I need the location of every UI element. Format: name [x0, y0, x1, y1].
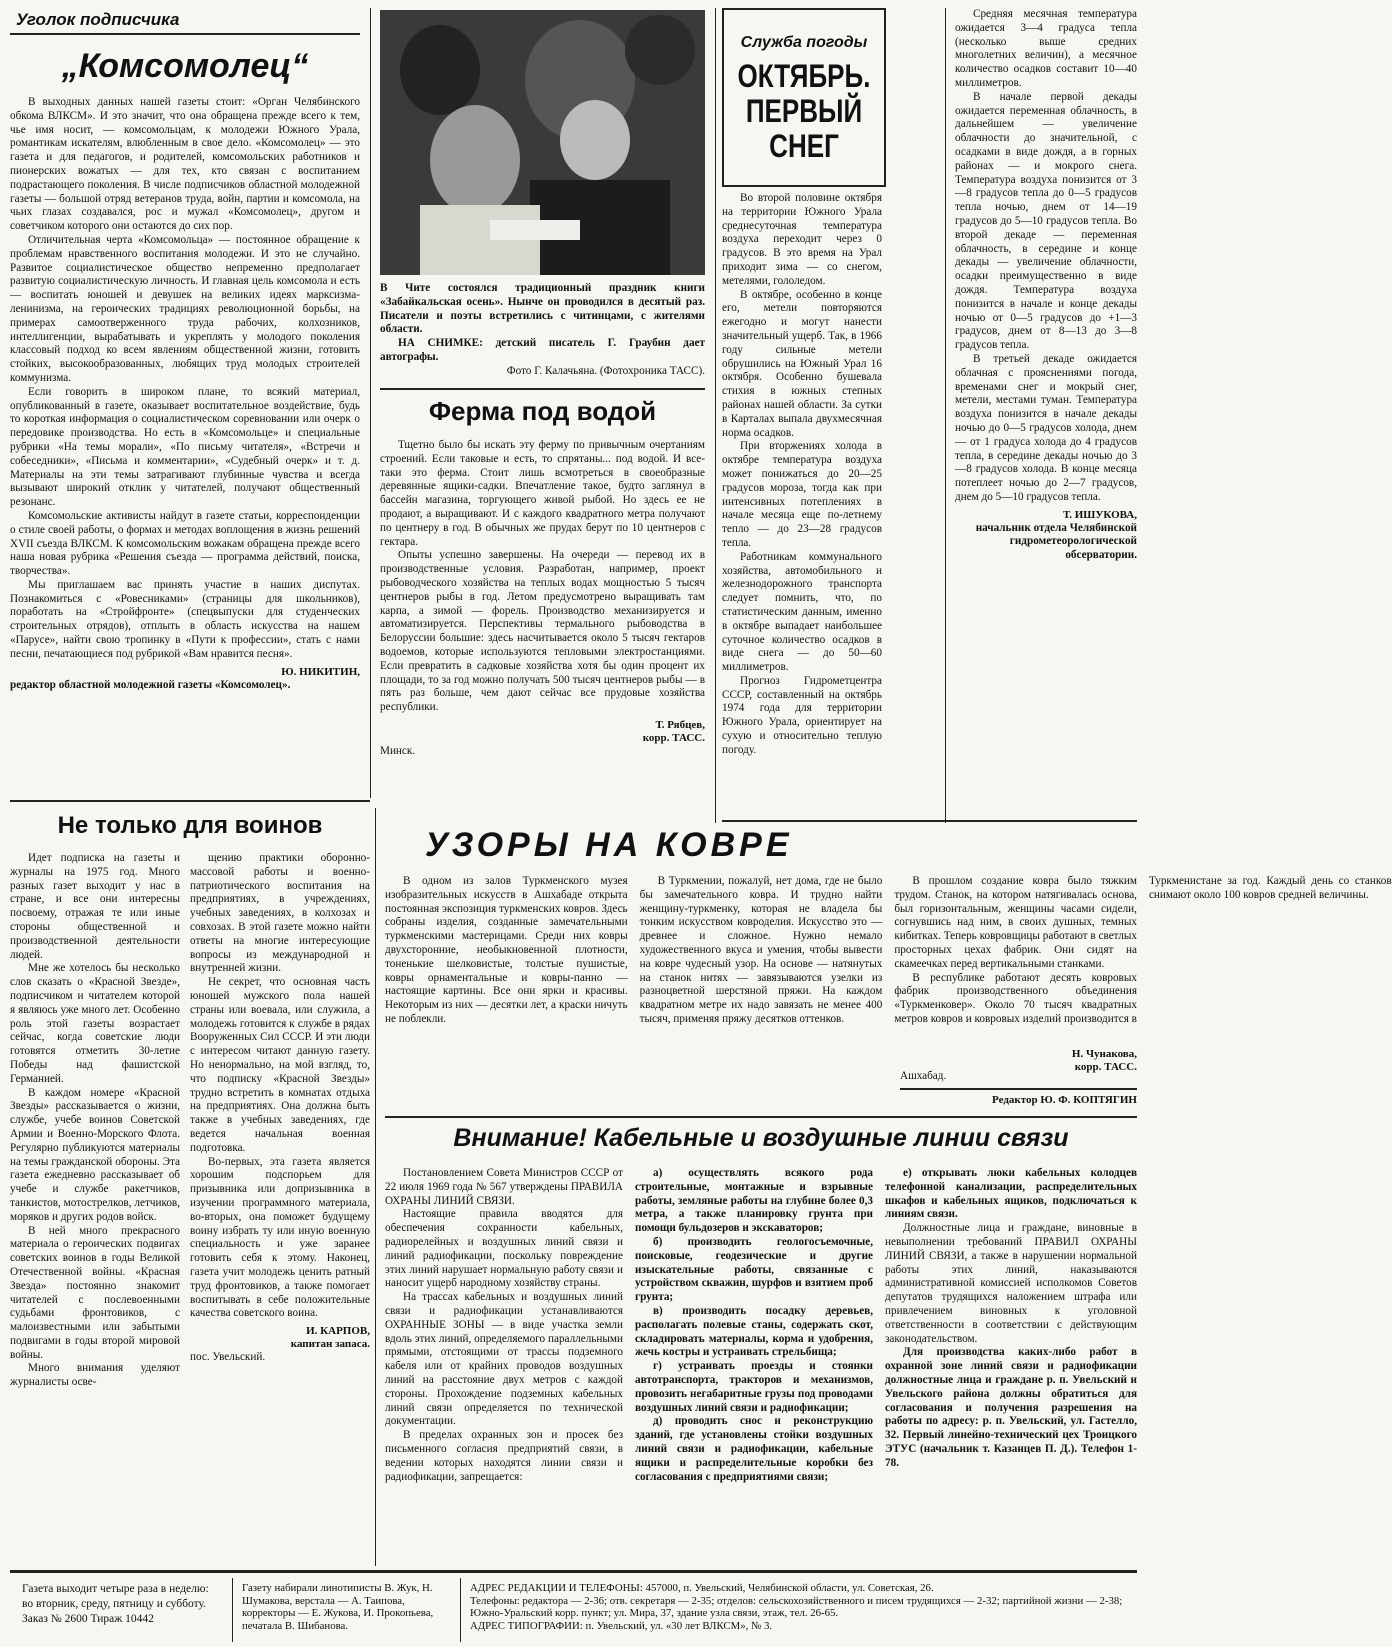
paragraph: В республике работают десять ковровых фабрик производственного объединения «Туркменковер». Около 70 тысяч квадратных метров ковров и ковровых изделий производится в Туркменистане за год. Каждый день со станков снимают около 100 ковров средней величины. — [894, 875, 1392, 1025]
section-kicker: Уголок подписчика — [10, 8, 360, 35]
section-rule — [900, 1088, 1137, 1090]
paragraph: Работникам коммунального хозяйства, автомобильного и железнодорожного транспорта следует помнить, что, по статистическим данным, именно в октябре выпадает наибольшее суточное количество осадков в виде снега — до 50—60 миллиметров. — [722, 550, 882, 674]
phones-text: Телефоны: редактора — 2-36; отв. секретаря — 2-35; отделов: сельскохозяйственного и писем трудящихся — 2-32; партийной жизни — 2-38; Южно-Уральский корр. пункт; ул. Мира, 37, здание узла связи, этаж, тел. 26-65. — [470, 1594, 1123, 1620]
article-body — [10, 96, 360, 662]
news-photo — [380, 10, 705, 275]
paragraph: В каждом номере «Красной Звезды» рассказывается о жизни, службе, учебе воинов Советской Армии и Военно-Морского Флота. Регулярно публикуются материалы на темы гражданской обороны. Эта газета ежедневно рассказывает об учебе и службе ракетчиков, танкистов, мотострелков, летчиков, моряков и других родов войск. — [10, 1086, 180, 1223]
paragraph: В ней много прекрасного материала о героических подвигах советских воинов в годы Великой Отечественной войны. «Красная Звезда» постоянно знакомит читателей с послевоенными судьбами фронтовиков, с малоизвестными или забытыми подвигами в годы второй мировой войны. — [10, 1224, 180, 1361]
weather-column-1 — [722, 192, 882, 812]
author-role: корр. ТАСС. — [1074, 1061, 1137, 1073]
author-name: Ю. НИКИТИН, — [281, 665, 360, 678]
paragraph: Настоящие правила вводятся для обеспечения сохранности кабельных, радиорелейных и воздушных линий связи и линий радиофикации, поскольку повреждение этих линий нарушает нормальную работу связи и наносит ущерб народному хозяйству страны. — [385, 1208, 623, 1290]
notice-column — [885, 1167, 1137, 1484]
footer-staff — [242, 1582, 452, 1644]
article-columns — [10, 852, 370, 1390]
section-rule — [380, 388, 705, 390]
paragraph: Не секрет, что основная часть юношей мужского пола нашей страны или воевала, или служила, а молодежь готовится к службе в рядах Вооруженных Сил СССР. И эти люди с интересом читают данную газету. Но ненормально, на мой взгляд, то, что подписку «Красной Звезды» трудно встретить в комнатах отдыха на предприятиях. Она должна быть также в учебных заведениях, где ведется начальная военная подготовка. — [190, 976, 370, 1154]
paragraph: Для производства каких-либо работ в охранной зоне линий связи и радиофикации должностные лица и граждане р. п. Увельский и Увельского района должны обратиться для согласования и получения разрешения на работы по адресу: р. п. Увельский, ул. Гастелло, 32. Первый линейно-технический цех Троицкого ЭТУС (начальник т. Казанцев П. Д.). Телефон 1-78. — [885, 1346, 1137, 1469]
column-rule — [370, 8, 371, 798]
staff-text: Газету набирали линотиписты В. Жук, Н. Шумакова, верстала — А. Таипова, корректоры — Е. Жукова, И. Прокопьева, печатала В. Шибанова. — [242, 1582, 434, 1632]
spacer — [890, 8, 938, 9]
section-rule — [385, 1116, 1137, 1118]
rule-item: е) открывать люки кабельных колодцев телефонной канализации, распределительных шкафов и кабельных ящиков, подключаться к линиям связи. — [885, 1167, 1137, 1221]
footer-address — [470, 1582, 1137, 1644]
print-address-text: АДРЕС ТИПОГРАФИИ: п. Увельский, ул. «30 лет ВЛКСМ», № 3. — [470, 1619, 773, 1632]
section-kicker: Служба погоды — [740, 34, 868, 51]
paragraph: В начале первой декады ожидается переменная облачность, в дальнейшем — увеличение облачности до значительной, с осадками в виде дождя, а в горных районах — и мокрого снега. Температура воздуха понизится от 3—8 градусов тепла до 0—5 градусов тепла ночью, днем от 14—19 градусов до 5—10 градусов тепла. Во второй декаде — переменная облачность, в середине и конце декады — увеличение облачности, осадки преимущественно в виде дождя. Температура воздуха понизится в начале и конце декады ночью от 0—5 градусов до +1—3 градусов, днем от 8—13 до 3—8 градусов тепла. — [955, 90, 1137, 352]
photo-image — [380, 10, 705, 275]
paragraph: Средняя месячная температура ожидается 3—4 градуса тепла (несколько выше средних многолетних величин), а месячное количество осадков составит 10—40 миллиметров. — [955, 8, 1137, 89]
column-text — [885, 1167, 1137, 1222]
article-body — [955, 8, 1137, 505]
footer-rule — [10, 1570, 1137, 1573]
caption-on-photo: НА СНИМКЕ: детский писатель Г. Граубин дает автографы. — [380, 337, 705, 363]
rule-item: д) проводить снос и реконструкцию зданий, где установлены стойки воздушных линий связи и радиофикации, кабельные ящики и распределительные коробки без согласования с предприятиями связи; — [635, 1415, 873, 1483]
paragraph: Во второй половине октября на территории Южного Урала среднесуточная температура воздуха переходит через 0 градусов. В это время на Урал приходит зима — со снегом, метелями, гололедом. — [722, 192, 882, 287]
paragraph: В пределах охранных зон и просек без письменного согласия предприятий связи, в ведении которых находятся линии связи и радиофикации, запрещается: — [385, 1429, 623, 1483]
weather-title — [724, 58, 884, 163]
article-title: Ферма под водой — [428, 396, 657, 426]
notice-column — [635, 1167, 873, 1484]
article-title: Не только для воинов — [57, 812, 323, 839]
order-text: Заказ № 2600 Тираж 10442 — [22, 1613, 154, 1625]
author-name: Т. Рябцев, — [655, 718, 705, 731]
article-body — [380, 439, 705, 715]
paragraph: В прошлом создание ковра было тяжким трудом. Станок, на котором натягивалась основа, был горизонтальным, женщины часами сидели, согнувшись над ним, в своих душных, темных кибитках. Теперь ковровщицы работают в светлых просторных цехах фабрик. Они сидят на скамеечках перед вертикальными станками. — [894, 875, 1137, 970]
paragraph: В выходных данных нашей газеты стоит: «Орган Челябинского обкома ВЛКСМ». И это значит, что она обращена прежде всего к тем, чье имя носит, — комсомольцам, к молодежи Южного Урала, романтикам искателям, влюбленным в свое дело. «Комсомолец» — это газета и для педагогов, и родителей, комсомольских работников и пионерских вожатых — для тех, кто связан с воспитанием подрастающего поколения. В числе подписчиков областной молодежной газеты — большой отряд ветеранов труда, войн, партии и комсомола, на чьих глазах создавался, рос и мужал «Комсомолец», другом и советчиком которого они остаются до сих пор. — [10, 96, 360, 233]
article-column — [10, 852, 180, 1390]
paragraph: В Туркмении, пожалуй, нет дома, где не было бы замечательного ковра. И трудно найти женщину-туркменку, которая не владела бы тонким искусством ковроделия. Искусство это — древнее и сложное. Нужно немало художественного вкуса и умения, чтобы вывести на ковре чудесный узор. На основе — натянутых на станок нитях — завязываются узелки из разноцветной шерстяной пряжи. На каждом квадратном метре их надо завязать не менее 400 тысяч, применяя пряжу десятков оттенков. — [639, 875, 883, 1025]
address-text: АДРЕС РЕДАКЦИИ И ТЕЛЕФОНЫ: 457000, п. Увельский, Челябинской области, ул. Советская, 26. — [470, 1582, 934, 1594]
paragraph: Если говорить в широком плане, то всякий материал, опубликованный в газете, оказывает воспитательное воздействие, будь то короткая информация о социалистическом соревновании или очерк о передовике производства. Но есть в «Комсомольце» и специальные рубрики «На темы морали», «По письму читателя», «Встречи и собеседники», «Письма и комментарии», «Судебный очерк» и т. д. Материалы на эти темы затрагивают глубинные чувства и всегда вызывают широкий отклик у читателей, получают общественный резонанс. — [10, 385, 360, 509]
rule-item: в) производить посадку деревьев, располагать полевые станы, содержать скот, складировать материалы, корма и удобрения, жечь костры и устраивать стрельбища; — [635, 1304, 873, 1359]
column-text — [885, 1222, 1137, 1470]
dateline: Ашхабад. — [900, 1070, 947, 1082]
author-name: И. КАРПОВ, — [306, 1325, 370, 1338]
rule-item: г) устраивать проезды и стоянки автотранспорта, тракторов и механизмов, провозить негабаритные грузы под проводами воздушных линий связи и радиофикации; — [635, 1360, 873, 1414]
article-title: УЗОРЫ НА КОВРЕ — [425, 826, 793, 864]
schedule-text: Газета выходит четыре раза в неделю: во вторник, среду, пятницу и субботу. — [22, 1583, 209, 1610]
paragraph: Должностные лица и граждане, виновные в невыполнении требований ПРАВИЛ ОХРАНЫ ЛИНИЙ СВЯЗИ, а также в нарушении нормальной работы этих линий, наказываются административной комиссией исполкомов Советов депутатов трудящихся наложением штрафа или привлечением виновных к уголовной ответственности в соответствии с действующим законодательством. — [885, 1222, 1137, 1345]
weather-header-box — [722, 8, 886, 187]
article-title: „Комсомолец“ — [61, 47, 309, 85]
warriors-article — [10, 808, 370, 1568]
author-role: начальник отдела Челябинской гидрометеорологической обсерватории. — [975, 521, 1137, 562]
paragraph: Постановлением Совета Министров СССР от 22 июля 1969 года № 567 утверждены ПРАВИЛА ОХРАНЫ ЛИНИЙ СВЯЗИ. — [385, 1167, 623, 1207]
cables-notice — [385, 1124, 1137, 1564]
rule-item: а) осуществлять всякого рода строительные, монтажные и взрывные работы, земляные работы на глубине более 0,3 метра, а также планировку грунта при помощи бульдозеров и экскаваторов; — [635, 1167, 873, 1235]
title-line: ОКТЯБРЬ. — [737, 56, 871, 95]
footer-divider — [460, 1578, 461, 1642]
author-name: Т. ИШУКОВА, — [1062, 508, 1137, 521]
paragraph: Много внимания уделяют журналисты осве- — [10, 1362, 180, 1389]
paragraph: Прогноз Гидрометцентра СССР, составленный на октябрь 1974 года для территории Южного Урала, ориентирует на сухую и относительно теплую погоду. — [722, 674, 882, 756]
dateline: пос. Увельский. — [190, 1351, 266, 1364]
paragraph: Идет подписка на газеты и журналы на 1975 год. Много разных газет выходит у нас в стране, и все они интересны посвоему, отражая те или иные стороны общественной и производственной деятельности людей. — [10, 852, 180, 961]
article-body — [385, 875, 1392, 1050]
paragraph: В одном из залов Туркменского музея изобразительных искусств в Ашхабаде открыта постоянная экспозиция туркменских ковров. Здесь собраны изделия, созданные замечательными туркменскими мастерицами. Среди них ковры двухсторонние, необыкновенной плотности, тоненькие шелковистые, толстые пушистые, ковры орнаментальные и ковры-панно — настоящие картины. Все они ярки и красивы. Некоторым из них — десятки лет, а краски ничуть не поблекли. — [385, 875, 628, 1025]
photo-credit: Фото Г. Калачьяна. (Фотохроника ТАСС). — [506, 364, 705, 377]
paragraph: Опыты успешно завершены. На очереди — перевод их в производственные условия. Разработан, например, проект рыбоводческого хозяйства на теплых водах мощностью 5 тысяч центнеров рыбы в год. Летом предусмотрено выращивать там карпа, а зимой — форель. Производство механизируется и автоматизируется. Перспективы термального рыбоводства в Белоруссии большие: здесь насчитывается около 5 тысяч гектаров водоемов, которые используются тепловыми электростанциями. Если превратить в садковые хозяйства хотя бы один процент их площади, то за год можно получать 500 тысяч центнеров рыбы — в пять раз больше, чем дают сейчас все прудовые хозяйства республики. — [380, 549, 705, 714]
notice-column — [385, 1167, 623, 1484]
paragraph: Комсомольские активисты найдут в газете статьи, корреспонденции о стиле своей работы, о формах и методах воплощения в жизнь решений XVII съезда ВЛКСМ. К комсомольским вожакам обращена прежде всего наша новая рубрика «Решения съезда — программа действий, поиска, творчества». — [10, 509, 360, 578]
paragraph: На трассах кабельных и воздушных линий связи и радиофикации устанавливаются ОХРАННЫЕ ЗОНЫ — в виде участка земли вдоль этих линий, определяемого параллельными прямыми, отстоящими от трассы подземного кабеля или от крайних проводов воздушных линий на расстояние двух метров с каждой стороны. Прохождение подземных кабельных линий связи определяется по технической документации. — [385, 1291, 623, 1428]
editor-line — [900, 1094, 1137, 1112]
article-column — [190, 852, 370, 1390]
notice-columns — [385, 1167, 1137, 1484]
section-rule — [722, 820, 1137, 822]
paragraph: Мы приглашаем вас принять участие в наших диспутах. Познакомиться с «Ровесниками» (страницы для школьников), поработать на «Стройфронте» (спецвыпуски для студенческих строительных отрядов), отплыть в область искусства на нашем «Парусе», найти свою тропинку в «Пути к профессии», стать с нами песни, печатающиеся под рубрикой «Вам нравится песня». — [10, 578, 360, 660]
column-rule — [715, 8, 716, 823]
title-line: ПЕРВЫЙ — [745, 91, 863, 130]
section-rule — [10, 800, 370, 802]
subscriber-corner-article — [10, 8, 360, 798]
column-text — [190, 852, 370, 1321]
footer-schedule — [22, 1582, 222, 1640]
author-role: редактор областной молодежной газеты «Комсомолец». — [10, 678, 291, 691]
notice-title: Внимание! Кабельные и воздушные линии связи — [453, 1124, 1069, 1152]
rule-item: б) производить геологосъемочные, поисковые, геодезические и другие изыскательные работы, связанные с устройством скважин, шурфов и взятием проб грунта; — [635, 1235, 873, 1304]
carpets-dateline — [900, 1070, 980, 1086]
photo-caption — [380, 282, 705, 382]
paragraph: При вторжениях холода в октябре температура воздуха может понижаться до 20—25 градусов мороза, тогда как при интенсивных потеплениях в начале месяца еще по-летнему тепло — до 23—28 градусов тепла. — [722, 440, 882, 549]
paragraph: Во-первых, эта газета является хорошим подспорьем для призывника или допризывника в изучении программного материала, во-вторых, она поможет будущему воину избрать ту или иную военную специальность и уже заранее готовить себя к этому. Наконец, газета учит молодежь ценить ратный труд фронтовиков, а также помогает воспитывать в себе положительные качества советского воина. — [190, 1155, 370, 1320]
weather-column-2 — [955, 8, 1137, 813]
paragraph: Отличительная черта «Комсомольца» — постоянное обращение к проблемам нравственного воспитания молодежи. И это не случайно. Развитое социалистическое общество непременно предполагает развитую социалистическую личность. И главная цель комсомола и есть — воспитать юношей и девушек на великих идеях марксизма-ленинизма, на героических традициях революционной борьбы, на примерах самоотверженного труда рабочих, колхозников, интеллигенции, вырабатывать и укреплять у молодого поколения классовый подход ко всем явлениям общественной жизни, готовить стойких, высокообразованных, любящих труд молодых строителей коммунизма. — [10, 233, 360, 384]
author-name: Н. Чунакова, — [1071, 1048, 1137, 1060]
column-rule — [945, 8, 946, 823]
author-role: корр. ТАСС. — [642, 731, 705, 744]
editor-name: Редактор Ю. Ф. КОПТЯГИН — [992, 1094, 1137, 1106]
column-rule — [375, 808, 376, 1566]
paragraph: В октябре, особенно в конце его, метели повторяются ежегодно и могут нанести значительный ущерб. Так, в 1966 году сильные метели обрушились на Южный Урал 16 октября. Особенно бушевала стихия в южных степных районах нашей области. За сутки в Карталах выпала двухмесячная норма осадков. — [722, 288, 882, 439]
author-role: капитан запаса. — [290, 1338, 370, 1351]
farm-article — [380, 396, 705, 796]
article-body — [722, 192, 882, 758]
paragraph: щению практики оборонно-массовой работы и военно-патриотического воспитания на предприятиях, в учреждениях, учебных заведениях, в колхозах и совхозах. В этой газете можно найти ответы на многие интересующие вопросы из международной и внутренней жизни. — [190, 852, 370, 975]
paragraph: В третьей декаде ожидается облачная с прояснениями погода, временами снег и мокрый снег, метели, местами туман. Температура воздуха понизится в начале декады ночью до 0—5 градусов холода, днем — от 1 градуса холода до 4 градусов тепла, в середине декады ночью до 3—8 градусов холода. В конце месяца потеплеет ночью до 2—7 градусов, днем до 5—10 градусов тепла. — [955, 352, 1137, 503]
dateline: Минск. — [380, 744, 416, 757]
caption-text: В Чите состоялся традиционный праздник книги «Забайкальская осень». Нынче он проводился в десятый раз. Писатели и поэты встретились с читинцами, с жителями области. — [380, 282, 705, 336]
paragraph: Мне же хотелось бы несколько слов сказать о «Красной Звезде», подписчиком и читателем которой я являюсь уже много лет. Особенно роль этой газеты возрастает сейчас, когда советские люди готовятся отметить 30-летие Победы над фашистской Германией. — [10, 962, 180, 1085]
footer-divider — [232, 1578, 233, 1642]
paragraph: Тщетно было бы искать эту ферму по привычным очертаниям строений. Если таковые и есть, то спрятаны... под водой. И все-таки это ферма. Стоит лишь всмотреться в своеобразные деревянные ящики-садки. Впечатление такое, будто заглянул в бассейн магазина, торгующего живой рыбой. Но здесь ее не продают, а выращивают. И с каждого квадратного метра получают по центнеру в год. В обычных же прудах берут по 10 центнеров с гектара. — [380, 439, 705, 548]
carpets-article — [385, 826, 1392, 1056]
title-line: СНЕГ — [769, 126, 839, 165]
